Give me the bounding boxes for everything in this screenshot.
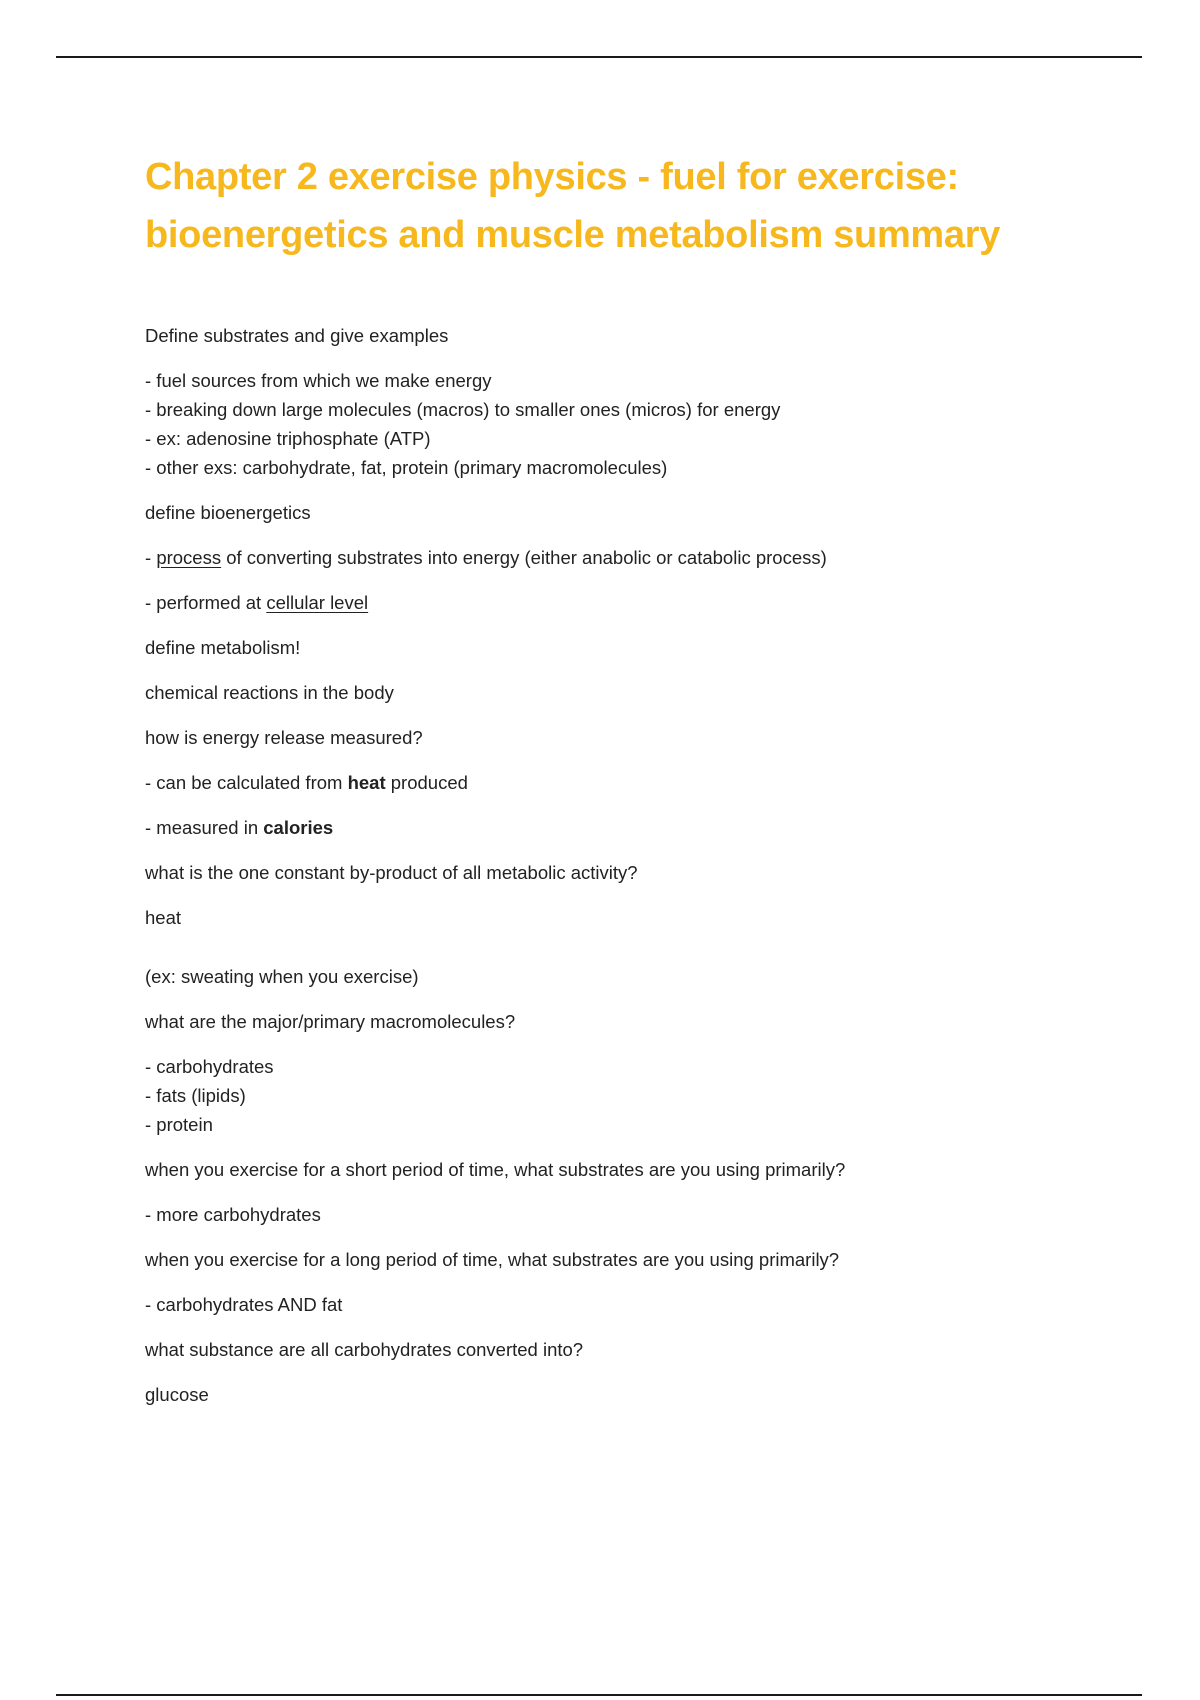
answer-text: - can be calculated from <box>145 772 348 793</box>
question-bioenergetics: define bioenergetics <box>145 502 311 523</box>
answer-text: of converting substrates into energy (either anabolic or catabolic process) <box>221 547 827 568</box>
answer-line: - fats (lipids) <box>145 1085 246 1106</box>
underlined-term-process: process <box>156 547 222 568</box>
document-body <box>145 321 1105 1409</box>
question-metabolism: define metabolism! <box>145 637 301 658</box>
question-carbohydrate-conversion: what substance are all carbohydrates converted into? <box>145 1339 584 1360</box>
answer-line: - breaking down large molecules (macros) to smaller ones (micros) for energy <box>145 399 781 420</box>
question-energy-release: how is energy release measured? <box>145 727 423 748</box>
answer-line: - carbohydrates <box>145 1056 274 1077</box>
answer-text: produced <box>385 772 468 793</box>
answer-line: heat <box>145 907 182 928</box>
answer-text: - <box>145 547 157 568</box>
top-rule <box>56 56 1142 58</box>
answer-line <box>145 813 1105 842</box>
page-title <box>145 148 1105 264</box>
question-macromolecules: what are the major/primary macromolecules? <box>145 1011 516 1032</box>
answer-line <box>145 543 1105 572</box>
answer-line: - more carbohydrates <box>145 1204 321 1225</box>
answer-line: (ex: sweating when you exercise) <box>145 966 419 987</box>
bold-term-heat: heat <box>347 772 386 793</box>
answer-line: - fuel sources from which we make energy <box>145 370 492 391</box>
question-short-exercise: when you exercise for a short period of time, what substrates are you using primarily? <box>145 1159 846 1180</box>
answer-line <box>145 588 1105 617</box>
answer-text: - measured in <box>145 817 264 838</box>
question-by-product: what is the one constant by-product of all metabolic activity? <box>145 862 638 883</box>
answer-line: - protein <box>145 1114 213 1135</box>
answer-line: - carbohydrates AND fat <box>145 1294 343 1315</box>
answer-line: - ex: adenosine triphosphate (ATP) <box>145 428 431 449</box>
title-line-1: Chapter 2 exercise physics - fuel for exercise: <box>145 156 959 198</box>
answer-text: - performed at <box>145 592 267 613</box>
bold-term-calories: calories <box>263 817 334 838</box>
title-line-2: bioenergetics and muscle metabolism summary <box>145 214 1001 256</box>
answer-line: chemical reactions in the body <box>145 682 394 703</box>
answer-line: glucose <box>145 1384 209 1405</box>
question-substrates: Define substrates and give examples <box>145 325 449 346</box>
answer-line: - other exs: carbohydrate, fat, protein (primary macromolecules) <box>145 457 668 478</box>
bottom-rule <box>56 1694 1142 1696</box>
answer-line <box>145 768 1105 797</box>
question-long-exercise: when you exercise for a long period of time, what substrates are you using primarily? <box>145 1249 840 1270</box>
underlined-term-cellular-level: cellular level <box>266 592 369 613</box>
